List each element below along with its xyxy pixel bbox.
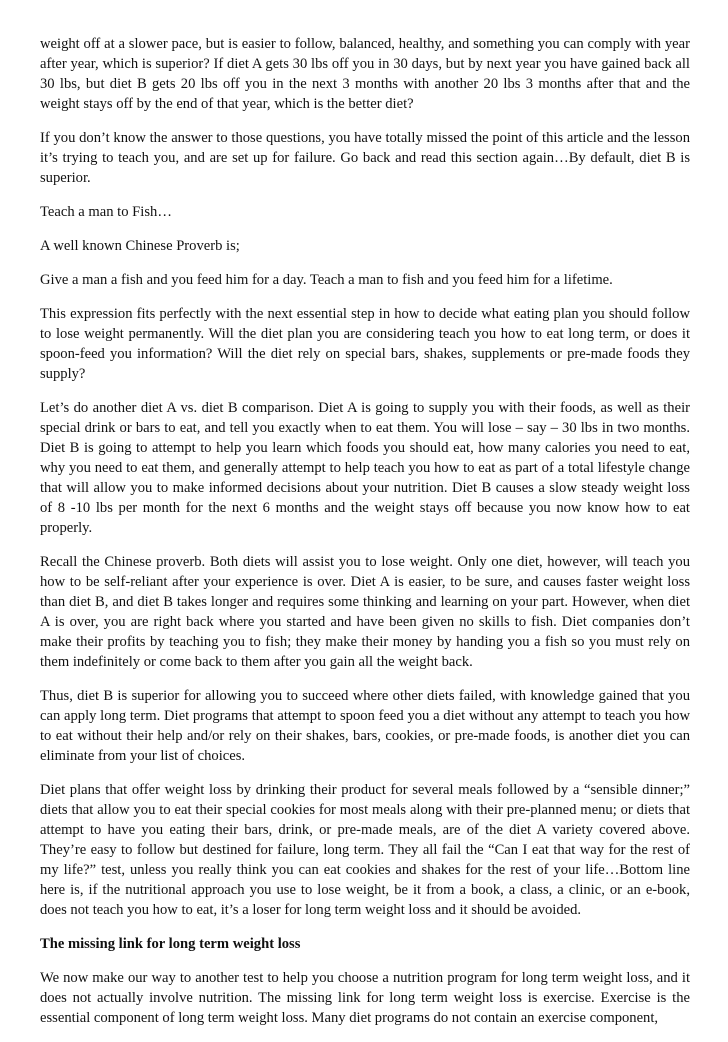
paragraph-diet-b-superior: Thus, diet B is superior for allowing you to succeed where other diets failed, with knowledge gained that you can apply long term. Diet programs that attempt to spoon feed you a diet without any attempt to teach you how to eat without their help and/or rely on their shakes, bars, cookies, or pre-made foods, is another diet you can eliminate from your list of choices. <box>40 688 690 764</box>
paragraph-diet-comparison-question: weight off at a slower pace, but is easier to follow, balanced, healthy, and something you can comply with year after year, which is superior? If diet A gets 30 lbs off you in 30 days, but by next year you have gained back all 30 lbs, but diet B gets 20 lbs off you in the next 3 months with another 20 lbs 3 months after that and the weight stays off by the end of that year, which is the better diet? <box>40 36 690 112</box>
paragraph-answer-diet-b: If you don’t know the answer to those questions, you have totally missed the point of this article and the lesson it’s trying to teach you, and are set up for failure. Go back and read this section again…By default, diet B is superior. <box>40 130 690 186</box>
section-heading-missing-link: The missing link for long term weight loss <box>40 936 301 952</box>
paragraph-expression-fits: This expression fits perfectly with the next essential step in how to decide what eating plan you should follow to lose weight permanently. Will the diet plan you are considering teach you how to eat long term, or does it spoon-feed you information? Will the diet rely on special bars, shakes, supplements or pre-made foods they supply? <box>40 306 690 382</box>
paragraph-teach-a-man-to-fish: Teach a man to Fish… <box>40 204 172 220</box>
paragraph-recall-proverb: Recall the Chinese proverb. Both diets will assist you to lose weight. Only one diet, however, will teach you how to be self-reliant after your experience is over. Diet A is easier, to be sure, and causes faster weight loss than diet B, and diet B takes longer and requires some thinking and learning on your part. However, when diet A is over, you are right back where you started and have been given no skills to fish. Diet companies don’t make their profits by teaching you to fish; they make their money by handing you a fish so you must rely on them indefinitely or come back to them after you gain all the weight back. <box>40 554 690 670</box>
paragraph-diet-plans-offer: Diet plans that offer weight loss by drinking their product for several meals followed by a “sensible dinner;” diets that allow you to eat their special cookies for most meals along with their pre-planned menu; or diets that attempt to have you eating their bars, drink, or pre-made meals, are of the diet A variety covered above. They’re easy to follow but destined for failure, long term. They all fail the “Can I eat that way for the rest of my life?” test, unless you really think you can eat cookies and shakes for the rest of your life…Bottom line here is, if the nutritional approach you use to lose weight, be it from a book, a class, a clinic, or an e-book, does not teach you how to eat, it’s a loser for long term weight loss and it should be avoided. <box>40 782 690 918</box>
paragraph-second-comparison: Let’s do another diet A vs. diet B comparison. Diet A is going to supply you with their foods, as well as their special drink or bars to eat, and tell you exactly when to eat them. You will lose – say – 30 lbs in two months. Diet B is going to attempt to help you learn which foods you should eat, how many calories you need to eat, why you need to eat them, and generally attempt to help teach you how to eat as part of a total lifestyle change that will allow you to make informed decisions about your nutrition. Diet B causes a slow steady weight loss of 8 -10 lbs per month for the next 6 months and the weight stays off because you now know how to eat properly. <box>40 400 690 536</box>
paragraph-proverb-intro: A well known Chinese Proverb is; <box>40 238 240 254</box>
document-page <box>40 34 690 1042</box>
paragraph-exercise-intro: We now make our way to another test to help you choose a nutrition program for long term weight loss, and it does not actually involve nutrition. The missing link for long term weight loss is exercise. Exercise is the essential component of long term weight loss. Many diet programs do not contain an exercise component, <box>40 970 690 1026</box>
paragraph-proverb: Give a man a fish and you feed him for a day. Teach a man to fish and you feed him for a lifetime. <box>40 272 613 288</box>
